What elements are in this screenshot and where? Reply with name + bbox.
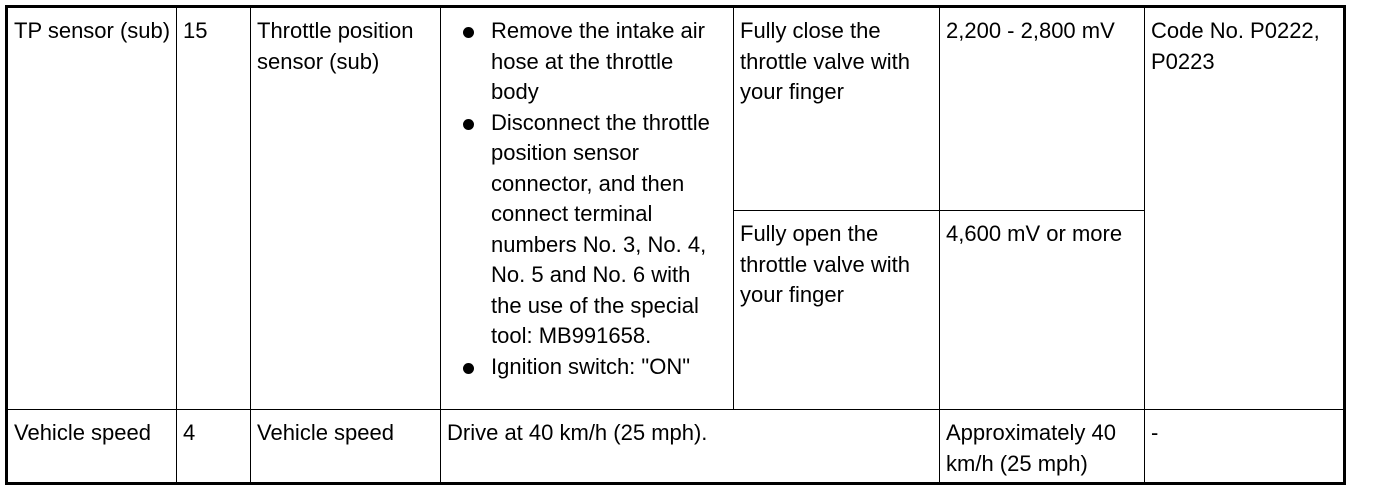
item-name: TP sensor (sub) [14,18,171,43]
normal-condition-cell [940,7,1145,211]
bullet-icon [463,119,474,130]
remarks-text: - [1151,420,1159,445]
normal-condition-cell [940,211,1145,410]
terminal-number-cell [177,410,251,484]
bullet-icon [463,363,474,374]
remarks-text: Code No. P0222, P0223 [1151,18,1320,74]
check-item-cell [251,410,441,484]
check-item-cell [251,7,441,410]
remarks-cell [1145,410,1345,484]
requirement-cell [734,211,940,410]
list-item [441,352,729,383]
condition-cell [441,410,940,484]
condition-text: Drive at 40 km/h (25 mph). [447,420,708,445]
terminal-number: 15 [183,18,208,43]
table-row [7,410,1345,484]
data-list-reference-table [5,5,1346,485]
normal-condition-value: 2,200 - 2,800 mV [946,18,1115,43]
condition-cell [441,7,734,410]
normal-condition-value: 4,600 mV or more [946,221,1123,246]
item-name: Vehicle speed [14,420,151,445]
condition-list [441,16,729,382]
normal-condition-cell [940,410,1145,484]
requirement-cell [734,7,940,211]
condition-text: Remove the intake air hose at the throttle body [491,18,705,104]
condition-text: Disconnect the throttle position sensor connector, and then connect terminal numbers No. 3, No. 4, No. 5 and No. 6 with the use of the special tool: MB991658. [491,109,710,348]
check-item: Throttle position sensor (sub) [257,18,414,74]
requirement-text: Fully open the throttle valve with your finger [740,221,910,307]
requirement-text: Fully close the throttle valve with your finger [740,18,910,104]
list-item [441,108,729,352]
spec-document [5,5,1346,485]
list-item [441,16,729,108]
remarks-cell [1145,7,1345,410]
bullet-icon [463,27,474,38]
table-row [7,7,1345,211]
item-cell [7,410,177,484]
condition-text: Ignition switch: "ON" [491,353,691,379]
check-item: Vehicle speed [257,420,394,445]
item-cell [7,7,177,410]
terminal-number-cell [177,7,251,410]
terminal-number: 4 [183,420,196,445]
normal-condition-value: Approximately 40 km/h (25 mph) [946,420,1116,476]
